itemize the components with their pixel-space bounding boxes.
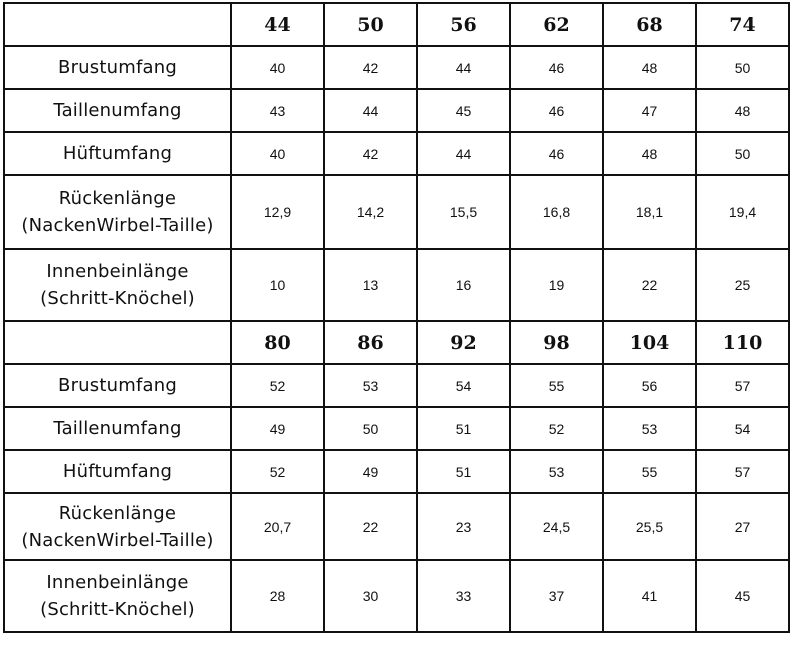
measurement-value: 41 [603,560,696,632]
size-header-row [4,321,789,364]
measurement-value: 50 [324,407,417,450]
measurement-label-cell [4,450,231,493]
measurement-value: 40 [231,132,324,175]
measurement-value: 24,5 [510,493,603,560]
measurement-label: Innenbeinlänge [46,261,189,282]
measurement-value: 46 [510,46,603,89]
size-header-cell: 50 [324,3,417,46]
measurement-value: 54 [696,407,789,450]
measurement-label: Rückenlänge [58,502,177,524]
measurement-sublabel: (NackenWirbel-Taille) [21,215,214,236]
measurement-value: 57 [696,450,789,493]
measurement-value: 42 [324,132,417,175]
measurement-value: 47 [603,89,696,132]
measurement-value: 44 [417,46,510,89]
measurement-value: 51 [417,407,510,450]
measurement-value: 52 [231,364,324,407]
measurement-value: 23 [417,493,510,560]
size-header-cell: 68 [603,3,696,46]
size-chart-body [4,3,789,632]
size-header-cell: 86 [324,321,417,364]
measurement-value: 19 [510,249,603,321]
measurement-label: Taillenumfang [53,418,182,439]
measurement-row [4,493,789,560]
measurement-label-cell [4,493,231,560]
measurement-row [4,560,789,632]
measurement-value: 28 [231,560,324,632]
measurement-value: 22 [324,493,417,560]
measurement-sublabel: (NackenWirbel-Taille) [21,529,214,551]
size-header-cell: 92 [417,321,510,364]
size-header-cell: 98 [510,321,603,364]
size-header-cell: 56 [417,3,510,46]
measurement-value: 57 [696,364,789,407]
measurement-value: 54 [417,364,510,407]
header-corner-cell [4,321,231,364]
measurement-value: 44 [417,132,510,175]
measurement-value: 43 [231,89,324,132]
measurement-value: 13 [324,249,417,321]
measurement-value: 25,5 [603,493,696,560]
measurement-value: 53 [324,364,417,407]
measurement-label-cell [4,46,231,89]
measurement-value: 10 [231,249,324,321]
measurement-value: 45 [696,560,789,632]
measurement-value: 52 [510,407,603,450]
measurement-value: 45 [417,89,510,132]
measurement-value: 50 [696,132,789,175]
measurement-value: 37 [510,560,603,632]
measurement-label-cell [4,89,231,132]
measurement-label: Brustumfang [58,57,177,78]
measurement-row [4,89,789,132]
measurement-value: 40 [231,46,324,89]
measurement-value: 15,5 [417,175,510,249]
size-chart-table [3,2,790,633]
measurement-label: Taillenumfang [53,100,182,121]
measurement-value: 48 [696,89,789,132]
measurement-value: 42 [324,46,417,89]
measurement-value: 27 [696,493,789,560]
measurement-label-cell [4,132,231,175]
measurement-value: 19,4 [696,175,789,249]
measurement-value: 48 [603,46,696,89]
measurement-row [4,407,789,450]
measurement-value: 12,9 [231,175,324,249]
measurement-label-cell [4,175,231,249]
measurement-value: 20,7 [231,493,324,560]
measurement-value: 30 [324,560,417,632]
measurement-value: 53 [510,450,603,493]
measurement-label: Hüftumfang [62,461,173,482]
measurement-value: 51 [417,450,510,493]
measurement-label-cell [4,364,231,407]
measurement-value: 18,1 [603,175,696,249]
measurement-label: Hüftumfang [62,143,173,164]
measurement-value: 14,2 [324,175,417,249]
measurement-label: Rückenlänge [58,188,177,209]
measurement-value: 22 [603,249,696,321]
measurement-label: Innenbeinlänge [46,572,189,593]
measurement-value: 53 [603,407,696,450]
measurement-value: 48 [603,132,696,175]
measurement-value: 49 [231,407,324,450]
size-header-cell: 44 [231,3,324,46]
measurement-label-cell [4,560,231,632]
measurement-value: 46 [510,132,603,175]
measurement-value: 56 [603,364,696,407]
measurement-value: 25 [696,249,789,321]
measurement-sublabel: (Schritt-Knöchel) [40,599,195,620]
measurement-label-cell [4,249,231,321]
measurement-value: 50 [696,46,789,89]
measurement-value: 46 [510,89,603,132]
measurement-value: 52 [231,450,324,493]
measurement-row [4,175,789,249]
measurement-row [4,249,789,321]
measurement-value: 16,8 [510,175,603,249]
measurement-row [4,46,789,89]
measurement-value: 55 [603,450,696,493]
measurement-value: 33 [417,560,510,632]
measurement-value: 49 [324,450,417,493]
size-header-cell: 104 [603,321,696,364]
size-header-cell: 74 [696,3,789,46]
measurement-sublabel: (Schritt-Knöchel) [40,288,195,309]
measurement-label-cell [4,407,231,450]
measurement-label: Brustumfang [58,375,177,396]
size-header-cell: 110 [696,321,789,364]
measurement-value: 44 [324,89,417,132]
measurement-row [4,450,789,493]
header-corner-cell [4,3,231,46]
size-header-cell: 62 [510,3,603,46]
measurement-value: 16 [417,249,510,321]
measurement-row [4,364,789,407]
size-header-row [4,3,789,46]
measurement-row [4,132,789,175]
measurement-value: 55 [510,364,603,407]
size-header-cell: 80 [231,321,324,364]
